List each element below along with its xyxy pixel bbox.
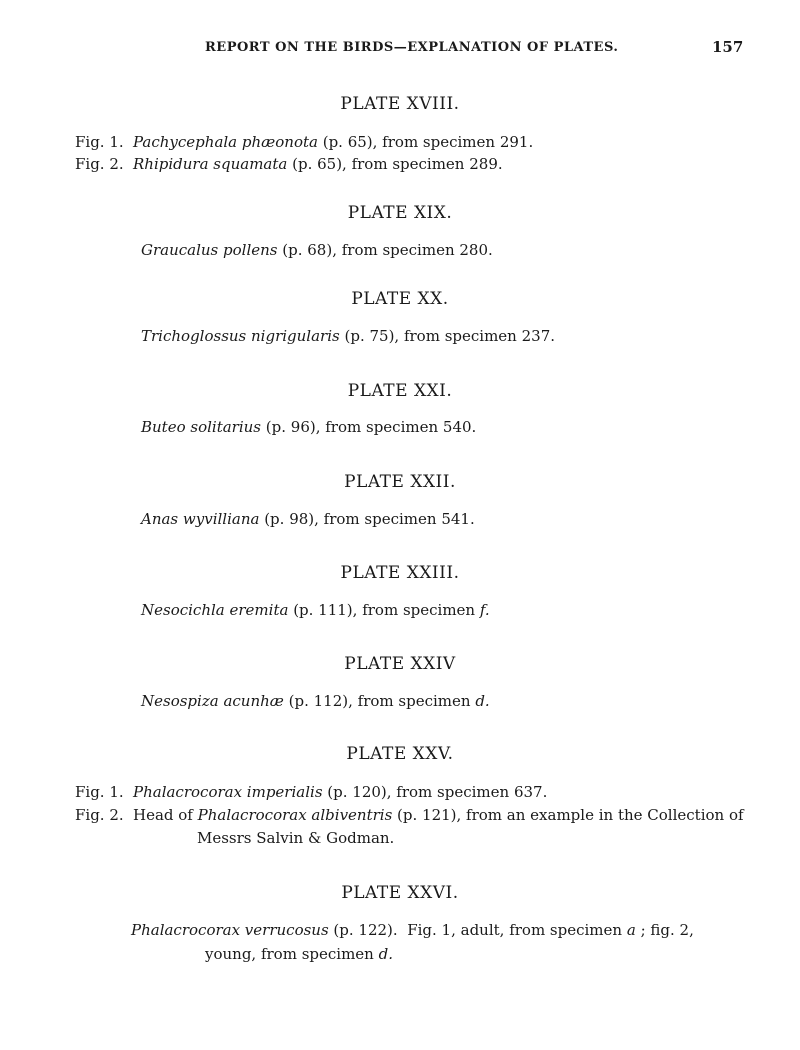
plate-heading: PLATE XXIII. (340, 563, 460, 583)
species-name: Anas wyvilliana (141, 510, 260, 528)
entry-continuation (205, 945, 393, 963)
entry-continuation: Messrs Salvin & Godman. (197, 829, 395, 847)
plate-entry (131, 921, 694, 939)
plate-heading: PLATE XIX. (347, 203, 453, 223)
specimen-letter: f. (479, 601, 490, 619)
entry-text: (p. 112), from specimen (283, 692, 476, 710)
plate-heading: PLATE XXIV (344, 654, 456, 674)
species-name: Pachycephala phæonota (133, 133, 318, 151)
fig-label: Fig. 1. (75, 783, 124, 801)
plate-entry (141, 327, 555, 345)
entry-text: (p. 65), from specimen 289. (287, 155, 503, 173)
plate-entry (141, 601, 490, 619)
plate-entry (75, 783, 547, 801)
specimen-letter: d. (475, 692, 490, 710)
entry-text: Head of (133, 806, 198, 824)
species-name: Buteo solitarius (141, 418, 262, 436)
page-number: 157 (712, 38, 744, 56)
species-name: Phalacrocorax verrucosus (131, 921, 329, 939)
entry-text: ; fig. 2, (635, 921, 694, 939)
plate-heading: PLATE XVIII. (340, 94, 460, 114)
entry-text: (p. 98), from specimen 541. (259, 510, 475, 528)
specimen-letter: a (626, 921, 636, 939)
species-name: Graucalus pollens (141, 241, 278, 259)
entry-text: (p. 120), from specimen 637. (322, 783, 548, 801)
entry-text: (p. 111), from specimen (288, 601, 480, 619)
plate-entry (141, 692, 490, 710)
plate-heading: PLATE XXV. (346, 744, 454, 764)
species-name: Trichoglossus nigrigularis (141, 327, 340, 345)
plate-entry (75, 806, 744, 824)
plate-heading: PLATE XXVI. (341, 883, 459, 903)
plate-entry (75, 133, 533, 151)
species-name: Rhipidura squamata (133, 155, 288, 173)
plate-entry (141, 418, 476, 436)
plate-entry (141, 241, 493, 259)
species-name: Nesocichla eremita (141, 601, 289, 619)
species-name: Phalacrocorax imperialis (133, 783, 323, 801)
plate-heading: PLATE XX. (351, 289, 449, 309)
specimen-letter: d. (378, 945, 393, 963)
entry-text: (p. 68), from specimen 280. (277, 241, 493, 259)
entry-text: young, from specimen (205, 945, 379, 963)
entry-text: (p. 96), from specimen 540. (261, 418, 477, 436)
plate-heading: PLATE XXI. (347, 381, 453, 401)
entry-text: (p. 65), from specimen 291. (317, 133, 534, 151)
fig-label: Fig. 1. (75, 133, 124, 151)
entry-text: (p. 122). Fig. 1, adult, from specimen (328, 921, 627, 939)
entry-text: (p. 121), from an example in the Collection of (392, 806, 744, 824)
entry-text: (p. 75), from specimen 237. (339, 327, 555, 345)
plate-entry (75, 155, 503, 173)
running-head: REPORT ON THE BIRDS—EXPLANATION OF PLATES. (205, 40, 619, 55)
species-name: Nesospiza acunhæ (141, 692, 284, 710)
fig-label: Fig. 2. (75, 155, 124, 173)
species-name: Phalacrocorax albiventris (197, 806, 393, 824)
fig-label: Fig. 2. (75, 806, 124, 824)
plate-heading: PLATE XXII. (344, 472, 456, 492)
plate-entry (141, 510, 475, 528)
